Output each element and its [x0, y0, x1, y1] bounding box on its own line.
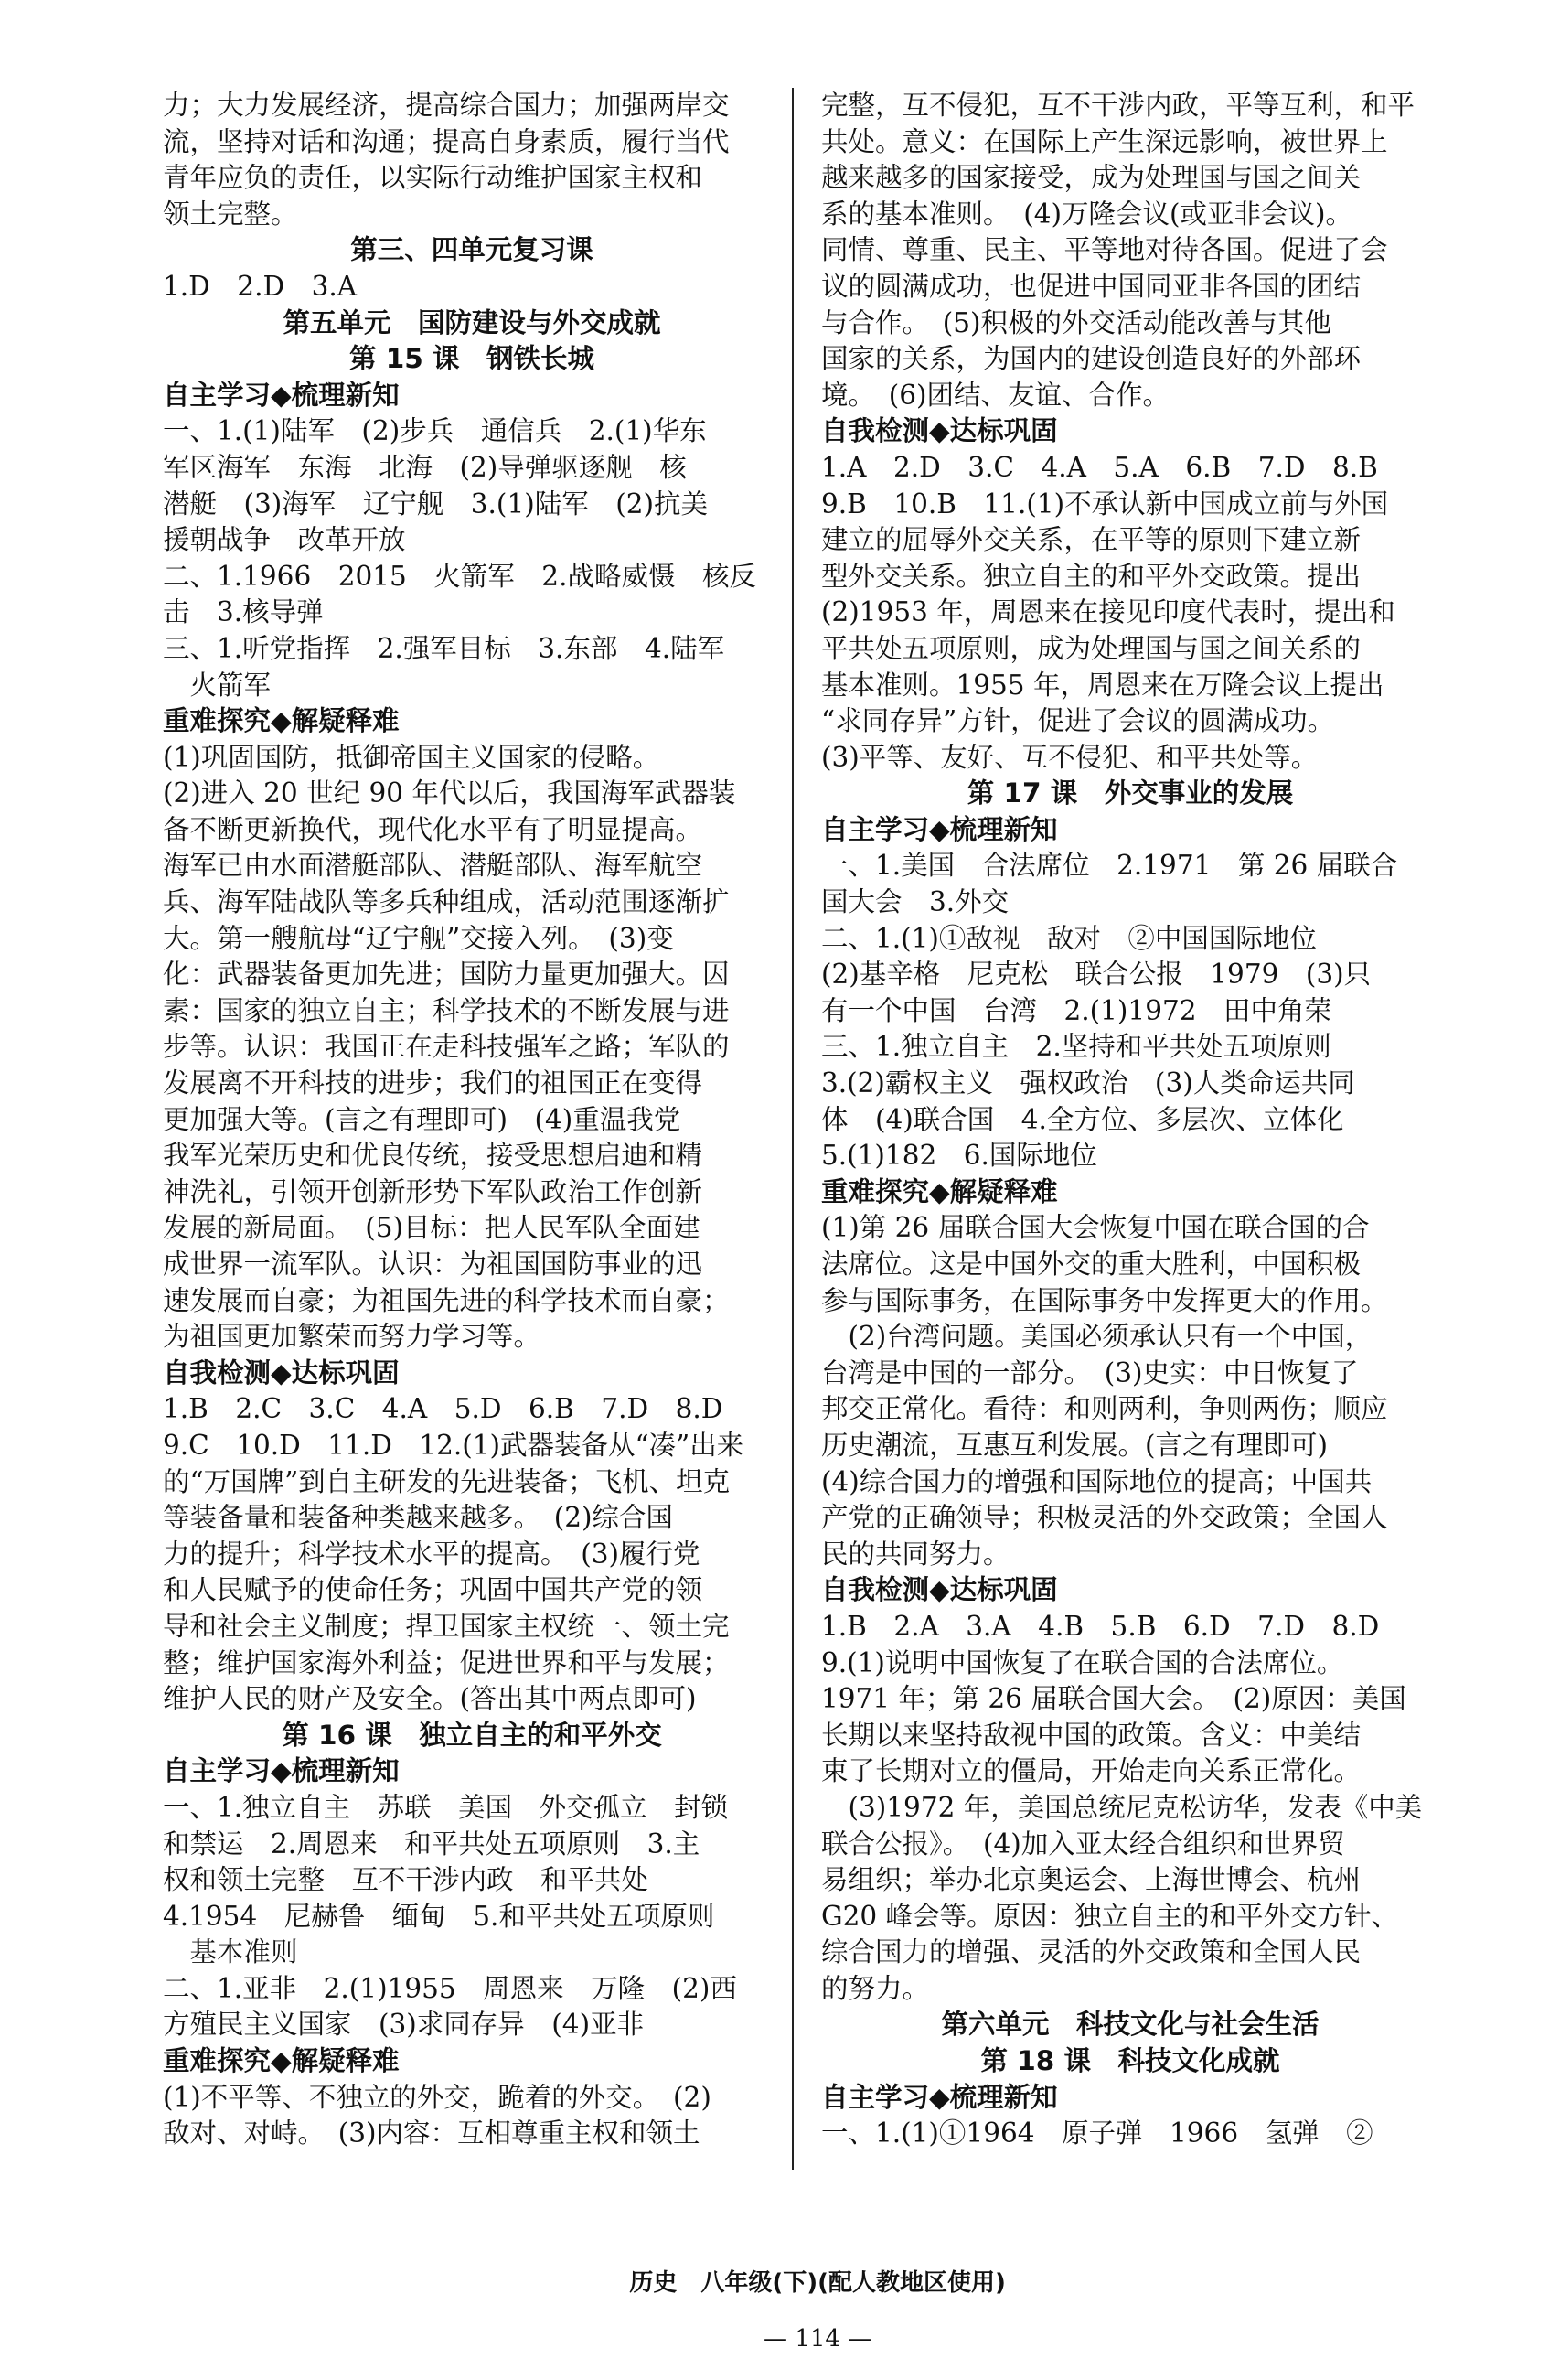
answer-line: 兵、海军陆战队等多兵种组成，活动范围逐渐扩	[163, 886, 730, 918]
answer-line: 产党的正确领导；积极灵活的外交政策；全国人	[821, 1502, 1388, 1534]
answer-line: 一、1.美国 合法席位 2.1971 第 26 届联合	[821, 850, 1398, 882]
answer-line: (2)1953 年，周恩来在接见印度代表时，提出和	[821, 596, 1395, 628]
answer-line: 国家的关系，为国内的建设创造良好的外部环	[821, 343, 1362, 375]
answer-line: 国大会 3.外交	[821, 886, 1010, 918]
answer-line: 境。 (6)团结、友谊、合作。	[821, 379, 1170, 411]
answer-line: 潜艇 (3)海军 辽宁舰 3.(1)陆军 (2)抗美	[163, 488, 709, 520]
answer-line: 化：武器装备更加先进；国防力量更加强大。因	[163, 959, 730, 991]
answer-line: 一、1.(1)陆军 (2)步兵 通信兵 2.(1)华东	[163, 415, 707, 447]
section-title: 第 17 课 外交事业的发展	[967, 777, 1294, 809]
answer-line: 3.(2)霸权主义 强权政治 (3)人类命运共同	[821, 1067, 1355, 1099]
answer-line: 型外交关系。独立自主的和平外交政策。提出	[821, 560, 1362, 592]
answer-line: 1.A 2.D 3.C 4.A 5.A 6.B 7.D 8.B	[821, 451, 1378, 483]
left-column	[163, 88, 781, 2152]
answer-line: 长期以来坚持敌视中国的政策。含义：中美结	[821, 1719, 1362, 1751]
answer-line: 完整，互不侵犯，互不干涉内政，平等互利，和平	[821, 90, 1416, 121]
subsection-heading: 自主学习◆梳理新知	[163, 379, 400, 411]
subsection-heading: 自主学习◆梳理新知	[163, 1755, 400, 1787]
answer-line: (4)综合国力的增强和国际地位的提高；中国共	[821, 1465, 1373, 1497]
answer-line: 备不断更新换代，现代化水平有了明显提高。	[163, 813, 703, 845]
footer-book-info: 历史 八年级(下)(配人教地区使用)	[629, 2269, 1006, 2297]
answer-line: 议的圆满成功，也促进中国同亚非各国的团结	[821, 270, 1362, 302]
answer-line: (1)第 26 届联合国大会恢复中国在联合国的合	[821, 1212, 1370, 1244]
answer-line: 发展的新局面。 (5)目标：把人民军队全面建	[163, 1212, 700, 1244]
subsection-heading: 重难探究◆解疑释难	[821, 1175, 1058, 1207]
answer-line: 速发展而自豪；为祖国先进的科学技术而自豪；	[163, 1284, 730, 1316]
answer-line: 基本准则。1955 年，周恩来在万隆会议上提出	[821, 669, 1384, 701]
answer-line: 综合国力的增强、灵活的外交政策和全国人民	[821, 1936, 1362, 1968]
answer-line: 民的共同努力。	[821, 1538, 1010, 1570]
answer-line: 流，坚持对话和沟通；提高自身素质，履行当代	[163, 125, 730, 157]
answer-line: 我军光荣历史和优良传统，接受思想启迪和精	[163, 1140, 703, 1172]
answer-line: 火箭军	[163, 669, 272, 701]
answer-line: 维护人民的财产及安全。(答出其中两点即可)	[163, 1683, 697, 1715]
answer-line: (3)1972 年，美国总统尼克松访华，发表《中美	[821, 1791, 1423, 1823]
answer-line: 基本准则	[163, 1936, 298, 1968]
answer-line: 海军已由水面潜艇部队、潜艇部队、海军航空	[163, 850, 703, 882]
answer-line: 和人民赋予的使命任务；巩固中国共产党的领	[163, 1574, 703, 1606]
answer-line: (1)巩固国防，抵御帝国主义国家的侵略。	[163, 741, 660, 773]
subsection-heading: 重难探究◆解疑释难	[163, 705, 400, 737]
answer-line: 领土完整。	[163, 198, 298, 230]
answer-line: 二、1.1966 2015 火箭军 2.战略威慑 核反	[163, 560, 756, 592]
answer-line: 的努力。	[821, 1972, 930, 2004]
answer-line: “求同存异”方针，促进了会议的圆满成功。	[821, 705, 1335, 737]
answer-line: 9.B 10.B 11.(1)不承认新中国成立前与外国	[821, 488, 1389, 520]
answer-line: 法席位。这是中国外交的重大胜利，中国积极	[821, 1249, 1362, 1280]
answer-line: 整；维护国家海外利益；促进世界和平与发展；	[163, 1646, 730, 1678]
answer-line: 越来越多的国家接受，成为处理国与国之间关	[821, 162, 1362, 194]
subsection-heading: 自主学习◆梳理新知	[821, 2081, 1058, 2113]
answer-line: 素：国家的独立自主；科学技术的不断发展与进	[163, 994, 730, 1026]
page-number: — 114 —	[764, 2325, 872, 2353]
answer-line: 1971 年；第 26 届联合国大会。 (2)原因：美国	[821, 1683, 1406, 1715]
answer-line: 更加强大等。(言之有理即可) (4)重温我党	[163, 1103, 681, 1135]
answer-line: 4.1954 尼赫鲁 缅甸 5.和平共处五项原则	[163, 1900, 715, 1932]
page-footer	[163, 2236, 1439, 2380]
answer-line: 力的提升；科学技术水平的提高。 (3)履行党	[163, 1538, 700, 1570]
answer-line: 青年应负的责任，以实际行动维护国家主权和	[163, 162, 703, 194]
answer-line: 历史潮流，互惠互利发展。(言之有理即可)	[821, 1429, 1329, 1461]
subsection-heading: 自主学习◆梳理新知	[821, 813, 1058, 845]
answer-line: 系的基本准则。 (4)万隆会议(或亚非会议)。	[821, 198, 1353, 230]
answer-line: 有一个中国 台湾 2.(1)1972 田中角荣	[821, 994, 1332, 1026]
answer-line: 发展离不开科技的进步；我们的祖国正在变得	[163, 1067, 703, 1099]
answer-line: 权和领土完整 互不干涉内政 和平共处	[163, 1864, 649, 1896]
answer-line: 1.B 2.A 3.A 4.B 5.B 6.D 7.D 8.D	[821, 1610, 1380, 1642]
answer-line: 方殖民主义国家 (3)求同存异 (4)亚非	[163, 2009, 645, 2041]
section-title: 第五单元 国防建设与外交成就	[283, 306, 661, 338]
subsection-heading: 自我检测◆达标巩固	[821, 1574, 1058, 1606]
answer-line: 援朝战争 改革开放	[163, 524, 406, 556]
answer-line: 1.B 2.C 3.C 4.A 5.D 6.B 7.D 8.D	[163, 1393, 723, 1425]
answer-line: 一、1.独立自主 苏联 美国 外交孤立 封锁	[163, 1791, 729, 1823]
subsection-heading: 自我检测◆达标巩固	[163, 1356, 400, 1388]
section-title: 第 18 课 科技文化成就	[980, 2045, 1280, 2077]
answer-line: 等装备量和装备种类越来越多。 (2)综合国	[163, 1502, 674, 1534]
answer-line: 与合作。 (5)积极的外交活动能改善与其他	[821, 306, 1332, 338]
answer-line: 易组织；举办北京奥运会、上海世博会、杭州	[821, 1864, 1362, 1896]
answer-line: (2)进入 20 世纪 90 年代以后，我国海军武器装	[163, 777, 736, 809]
answer-line: 9.C 10.D 11.D 12.(1)武器装备从“凑”出来	[163, 1429, 744, 1461]
answer-line: 联合公报》。 (4)加入亚太经合组织和世界贸	[821, 1828, 1345, 1860]
answer-line: 三、1.独立自主 2.坚持和平共处五项原则	[821, 1031, 1331, 1063]
answer-line: 的“万国牌”到自主研发的先进装备；飞机、坦克	[163, 1465, 731, 1497]
answer-line: 9.(1)说明中国恢复了在联合国的合法席位。	[821, 1646, 1344, 1678]
answer-line: 同情、尊重、民主、平等地对待各国。促进了会	[821, 234, 1388, 266]
answer-line: 敌对、对峙。 (3)内容：互相尊重主权和领土	[163, 2117, 700, 2150]
answer-line: 大。第一艘航母“辽宁舰”交接入列。 (3)变	[163, 922, 674, 954]
answer-line: 力；大力发展经济，提高综合国力；加强两岸交	[163, 90, 730, 121]
answer-line: 步等。认识：我国正在走科技强军之路；军队的	[163, 1031, 730, 1063]
answer-line: 军区海军 东海 北海 (2)导弹驱逐舰 核	[163, 451, 687, 483]
subsection-heading: 自我检测◆达标巩固	[821, 415, 1058, 447]
answer-line: 建立的屈辱外交关系，在平等的原则下建立新	[821, 524, 1362, 556]
column-divider	[792, 88, 794, 2170]
answer-line: 神洗礼，引领开创新形势下军队政治工作创新	[163, 1175, 703, 1207]
answer-line: 1.D 2.D 3.A	[163, 270, 358, 302]
answer-line: 二、1.(1)①敌视 敌对 ②中国国际地位	[821, 922, 1317, 954]
answer-line: (2)基辛格 尼克松 联合公报 1979 (3)只	[821, 959, 1372, 991]
section-title: 第 15 课 钢铁长城	[348, 343, 595, 375]
answer-line: 束了长期对立的僵局，开始走向关系正常化。	[821, 1755, 1362, 1787]
answer-line: (2)台湾问题。美国必须承认只有一个中国，	[821, 1321, 1373, 1353]
right-column	[821, 88, 1439, 2152]
section-title: 第六单元 科技文化与社会生活	[941, 2009, 1320, 2041]
answer-line: 台湾是中国的一部分。 (3)史实：中日恢复了	[821, 1356, 1359, 1388]
section-title: 第三、四单元复习课	[350, 234, 593, 266]
subsection-heading: 重难探究◆解疑释难	[163, 2045, 400, 2077]
answer-line: 5.(1)182 6.国际地位	[821, 1140, 1097, 1172]
answer-line: 邦交正常化。看待：和则两利，争则两伤；顺应	[821, 1393, 1388, 1425]
answer-line: 二、1.亚非 2.(1)1955 周恩来 万隆 (2)西	[163, 1972, 737, 2004]
answer-line: G20 峰会等。原因：独立自主的和平外交方针、	[821, 1900, 1398, 1932]
answer-line: (1)不平等、不独立的外交，跪着的外交。 (2)	[163, 2081, 711, 2113]
answer-line: 三、1.听党指挥 2.强军目标 3.东部 4.陆军	[163, 632, 725, 664]
section-title: 第 16 课 独立自主的和平外交	[282, 1719, 662, 1751]
answer-line: 和禁运 2.周恩来 和平共处五项原则 3.主	[163, 1828, 700, 1860]
answer-line: 平共处五项原则，成为处理国与国之间关系的	[821, 632, 1362, 664]
answer-line: 击 3.核导弹	[163, 596, 324, 628]
answer-line: 参与国际事务，在国际事务中发挥更大的作用。	[821, 1284, 1388, 1316]
answer-line: 共处。意义：在国际上产生深远影响，被世界上	[821, 125, 1388, 157]
answer-line: 一、1.(1)①1964 原子弹 1966 氢弹 ②	[821, 2117, 1373, 2150]
answer-line: 成世界一流军队。认识：为祖国国防事业的迅	[163, 1249, 703, 1280]
answer-line: 为祖国更加繁荣而努力学习等。	[163, 1321, 541, 1353]
answer-line: 体 (4)联合国 4.全方位、多层次、立体化	[821, 1103, 1344, 1135]
answer-line: 导和社会主义制度；捍卫国家主权统一、领土完	[163, 1610, 730, 1642]
answer-line: (3)平等、友好、互不侵犯、和平共处等。	[821, 741, 1319, 773]
